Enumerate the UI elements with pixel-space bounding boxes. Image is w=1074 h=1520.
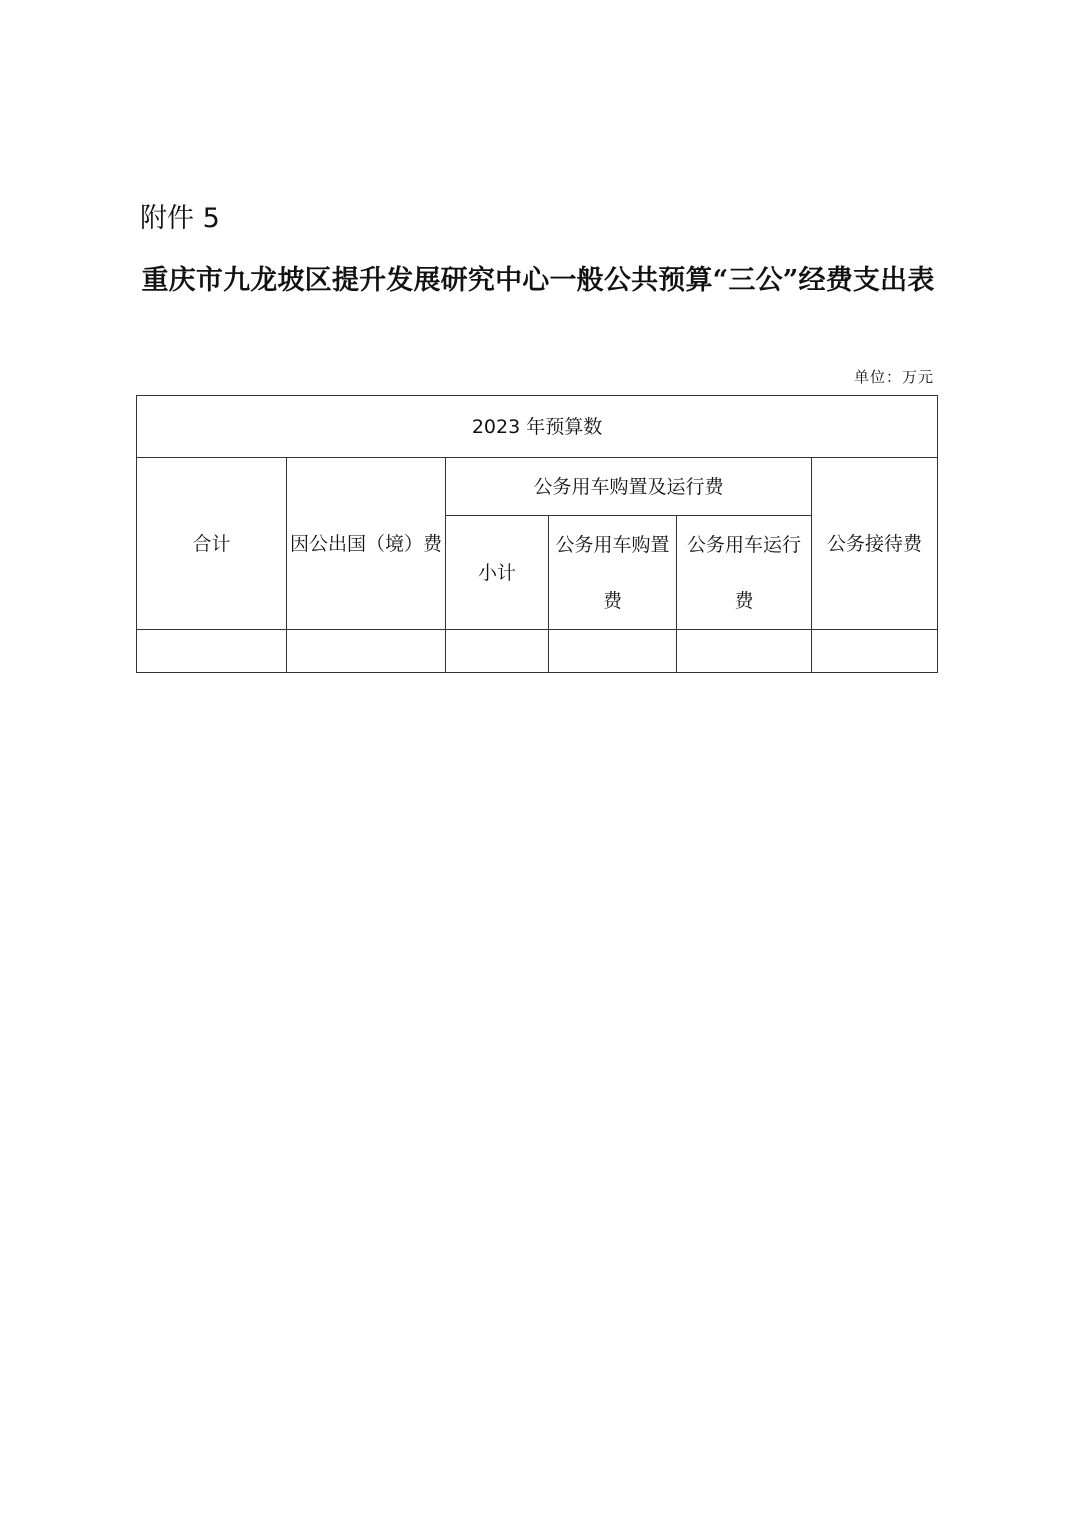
- page-title: 重庆市九龙坡区提升发展研究中心一般公共预算“三公”经费支出表: [141, 265, 935, 296]
- total-value: [137, 630, 287, 673]
- table-header-year-row: [137, 396, 938, 458]
- vehicle-expenses-group-header: 公务用车购置及运行费: [446, 458, 812, 516]
- total-header: 合计: [137, 458, 287, 630]
- overseas-travel-value: [287, 630, 446, 673]
- vehicle-subtotal-value: [446, 630, 549, 673]
- vehicle-purchase-value: [549, 630, 677, 673]
- reception-header: 公务接待费: [812, 458, 938, 630]
- unit-label: 单位：万元: [853, 368, 934, 386]
- table-header-row-1: [137, 458, 938, 516]
- year-budget-header: 2023 年预算数: [137, 396, 938, 458]
- vehicle-operation-value: [677, 630, 812, 673]
- reception-value: [812, 630, 938, 673]
- overseas-travel-header: 因公出国（境）费: [287, 458, 446, 630]
- table-row: [137, 630, 938, 673]
- vehicle-subtotal-header: 小计: [446, 516, 549, 630]
- vehicle-operation-header: 公务用车运行费: [677, 516, 812, 630]
- attachment-label: 附件 5: [140, 203, 220, 234]
- vehicle-purchase-header: 公务用车购置费: [549, 516, 677, 630]
- three-public-expenses-table: [136, 395, 938, 673]
